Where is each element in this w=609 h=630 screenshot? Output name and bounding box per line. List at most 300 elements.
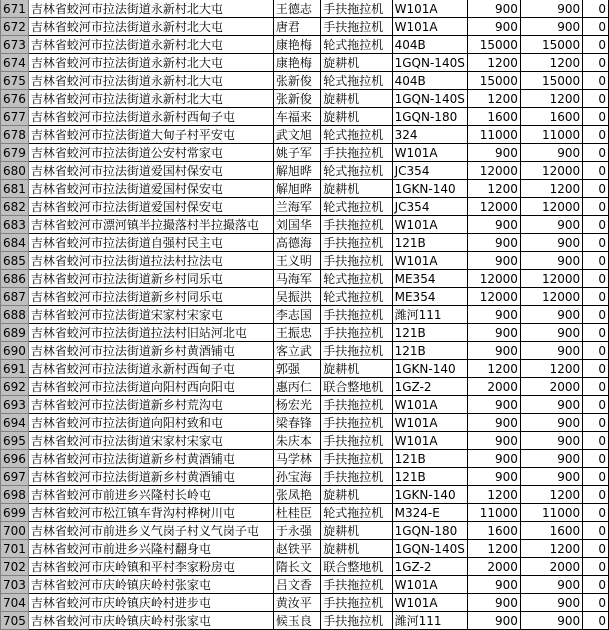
owner-name-cell[interactable]: 武文旭 xyxy=(273,126,320,144)
amount-cell[interactable]: 900 xyxy=(467,252,520,270)
address-cell[interactable]: 吉林省蛟河市拉法街道拉法村拉法屯 xyxy=(28,252,273,270)
table-row xyxy=(1,450,609,468)
model-cell[interactable]: 潍河111 xyxy=(392,612,467,630)
extra-cell[interactable]: 0 xyxy=(583,90,609,108)
amount-cell[interactable]: 1600 xyxy=(467,108,520,126)
row-number-cell[interactable]: 671 xyxy=(1,0,29,18)
machine-type-cell[interactable]: 手扶拖拉机 xyxy=(321,144,392,162)
extra-cell[interactable]: 0 xyxy=(583,414,609,432)
address-cell[interactable]: 吉林省蛟河市拉法街道新乡村黄酒铺屯 xyxy=(28,468,273,486)
model-cell[interactable]: 1GQN-140S xyxy=(392,54,467,72)
extra-cell[interactable]: 0 xyxy=(583,504,609,522)
subsidy-cell[interactable]: 900 xyxy=(520,252,582,270)
model-cell[interactable]: 1GQN-180 xyxy=(392,522,467,540)
owner-name-cell[interactable]: 王德志 xyxy=(273,0,320,18)
row-number-cell[interactable]: 701 xyxy=(1,540,29,558)
row-number-cell[interactable]: 679 xyxy=(1,144,29,162)
model-cell[interactable]: W101A xyxy=(392,216,467,234)
subsidy-cell[interactable]: 11000 xyxy=(520,504,582,522)
machine-type-cell[interactable]: 旋耕机 xyxy=(321,54,392,72)
address-cell[interactable]: 吉林省蛟河市拉法街道新乡村荒沟屯 xyxy=(28,396,273,414)
owner-name-cell[interactable]: 唐君 xyxy=(273,18,320,36)
machine-type-cell[interactable]: 旋耕机 xyxy=(321,360,392,378)
model-cell[interactable]: 324 xyxy=(392,126,467,144)
machine-type-cell[interactable]: 旋耕机 xyxy=(321,90,392,108)
row-number-cell[interactable]: 683 xyxy=(1,216,29,234)
subsidy-cell[interactable]: 1600 xyxy=(520,108,582,126)
address-cell[interactable]: 吉林省蛟河市庆岭镇庆岭村进步屯 xyxy=(28,594,273,612)
model-cell[interactable]: 1GQN-140S xyxy=(392,90,467,108)
subsidy-cell[interactable]: 15000 xyxy=(520,36,582,54)
owner-name-cell[interactable]: 吴振洪 xyxy=(273,288,320,306)
amount-cell[interactable]: 900 xyxy=(467,432,520,450)
amount-cell[interactable]: 12000 xyxy=(467,270,520,288)
amount-cell[interactable]: 11000 xyxy=(467,126,520,144)
extra-cell[interactable]: 0 xyxy=(583,324,609,342)
row-number-cell[interactable]: 674 xyxy=(1,54,29,72)
row-number-cell[interactable]: 698 xyxy=(1,486,29,504)
extra-cell[interactable]: 0 xyxy=(583,216,609,234)
subsidy-cell[interactable]: 900 xyxy=(520,468,582,486)
owner-name-cell[interactable]: 刘国华 xyxy=(273,216,320,234)
row-number-cell[interactable]: 680 xyxy=(1,162,29,180)
subsidy-cell[interactable]: 900 xyxy=(520,0,582,18)
address-cell[interactable]: 吉林省蛟河市拉法街道永新村北大屯 xyxy=(28,18,273,36)
table-row xyxy=(1,54,609,72)
owner-name-cell[interactable]: 朱庆本 xyxy=(273,432,320,450)
machine-type-cell[interactable]: 轮式拖拉机 xyxy=(321,126,392,144)
extra-cell[interactable]: 0 xyxy=(583,36,609,54)
address-cell[interactable]: 吉林省蛟河市拉法街道永新村北大屯 xyxy=(28,36,273,54)
amount-cell[interactable]: 11000 xyxy=(467,504,520,522)
row-number-cell[interactable]: 703 xyxy=(1,576,29,594)
subsidy-cell[interactable]: 900 xyxy=(520,432,582,450)
amount-cell[interactable]: 12000 xyxy=(467,198,520,216)
amount-cell[interactable]: 15000 xyxy=(467,72,520,90)
extra-cell[interactable]: 0 xyxy=(583,180,609,198)
owner-name-cell[interactable]: 赵铁平 xyxy=(273,540,320,558)
amount-cell[interactable]: 900 xyxy=(467,396,520,414)
subsidy-cell[interactable]: 2000 xyxy=(520,378,582,396)
subsidy-cell[interactable]: 900 xyxy=(520,216,582,234)
model-cell[interactable]: W101A xyxy=(392,18,467,36)
extra-cell[interactable]: 0 xyxy=(583,396,609,414)
row-number-cell[interactable]: 695 xyxy=(1,432,29,450)
machine-type-cell[interactable]: 旋耕机 xyxy=(321,108,392,126)
model-cell[interactable]: W101A xyxy=(392,414,467,432)
machine-type-cell[interactable]: 手扶拖拉机 xyxy=(321,306,392,324)
extra-cell[interactable]: 0 xyxy=(583,162,609,180)
owner-name-cell[interactable]: 王振忠 xyxy=(273,324,320,342)
address-cell[interactable]: 吉林省蛟河市拉法街道宋家村宋家屯 xyxy=(28,432,273,450)
extra-cell[interactable]: 0 xyxy=(583,288,609,306)
subsidy-cell[interactable]: 12000 xyxy=(520,270,582,288)
amount-cell[interactable]: 1600 xyxy=(467,522,520,540)
row-number-cell[interactable]: 682 xyxy=(1,198,29,216)
address-cell[interactable]: 吉林省蛟河市松江镇车背沟村桦树川屯 xyxy=(28,504,273,522)
address-cell[interactable]: 吉林省蛟河市拉法街道自强村民主屯 xyxy=(28,234,273,252)
machine-type-cell[interactable]: 旋耕机 xyxy=(321,540,392,558)
model-cell[interactable]: 121B xyxy=(392,342,467,360)
extra-cell[interactable]: 0 xyxy=(583,540,609,558)
table-row xyxy=(1,216,609,234)
row-number-cell[interactable]: 697 xyxy=(1,468,29,486)
machine-type-cell[interactable]: 轮式拖拉机 xyxy=(321,270,392,288)
subsidy-cell[interactable]: 900 xyxy=(520,594,582,612)
subsidy-cell[interactable]: 1200 xyxy=(520,360,582,378)
model-cell[interactable]: W101A xyxy=(392,396,467,414)
owner-name-cell[interactable]: 张新俊 xyxy=(273,72,320,90)
extra-cell[interactable]: 0 xyxy=(583,342,609,360)
subsidy-cell[interactable]: 900 xyxy=(520,324,582,342)
row-number-cell[interactable]: 672 xyxy=(1,18,29,36)
subsidy-cell[interactable]: 2000 xyxy=(520,558,582,576)
address-cell[interactable]: 吉林省蛟河市前进乡义气岗子村义气岗子屯 xyxy=(28,522,273,540)
row-number-cell[interactable]: 704 xyxy=(1,594,29,612)
model-cell[interactable]: W101A xyxy=(392,432,467,450)
owner-name-cell[interactable]: 杜桂臣 xyxy=(273,504,320,522)
model-cell[interactable]: 404B xyxy=(392,36,467,54)
address-cell[interactable]: 吉林省蛟河市拉法街道公安村常家屯 xyxy=(28,144,273,162)
extra-cell[interactable]: 0 xyxy=(583,18,609,36)
address-cell[interactable]: 吉林省蛟河市拉法街道大甸子村平安屯 xyxy=(28,126,273,144)
amount-cell[interactable]: 1200 xyxy=(467,54,520,72)
owner-name-cell[interactable]: 车福来 xyxy=(273,108,320,126)
table-row xyxy=(1,522,609,540)
owner-name-cell[interactable]: 解旭晔 xyxy=(273,162,320,180)
machine-type-cell[interactable]: 手扶拖拉机 xyxy=(321,612,392,630)
owner-name-cell[interactable]: 康艳梅 xyxy=(273,54,320,72)
owner-name-cell[interactable]: 高德海 xyxy=(273,234,320,252)
table-row xyxy=(1,594,609,612)
model-cell[interactable]: 121B xyxy=(392,234,467,252)
row-number-cell[interactable]: 689 xyxy=(1,324,29,342)
extra-cell[interactable]: 0 xyxy=(583,612,609,630)
subsidy-cell[interactable]: 1200 xyxy=(520,486,582,504)
model-cell[interactable]: 1GZ-2 xyxy=(392,558,467,576)
machine-type-cell[interactable]: 手扶拖拉机 xyxy=(321,18,392,36)
address-cell[interactable]: 吉林省蛟河市庆岭镇庆岭村张家屯 xyxy=(28,576,273,594)
owner-name-cell[interactable]: 张凤艳 xyxy=(273,486,320,504)
subsidy-cell[interactable]: 900 xyxy=(520,414,582,432)
owner-name-cell[interactable]: 康艳梅 xyxy=(273,36,320,54)
machine-type-cell[interactable]: 联合整地机 xyxy=(321,378,392,396)
machine-type-cell[interactable]: 轮式拖拉机 xyxy=(321,198,392,216)
amount-cell[interactable]: 900 xyxy=(467,594,520,612)
owner-name-cell[interactable]: 马海军 xyxy=(273,270,320,288)
row-number-cell[interactable]: 685 xyxy=(1,252,29,270)
address-cell[interactable]: 吉林省蛟河市漂河镇半拉撮落村半拉撮落屯 xyxy=(28,216,273,234)
amount-cell[interactable]: 12000 xyxy=(467,288,520,306)
model-cell[interactable]: ME354 xyxy=(392,288,467,306)
machine-type-cell[interactable]: 手扶拖拉机 xyxy=(321,396,392,414)
model-cell[interactable]: 1GQN-140S xyxy=(392,540,467,558)
machine-type-cell[interactable]: 轮式拖拉机 xyxy=(321,162,392,180)
extra-cell[interactable]: 0 xyxy=(583,126,609,144)
model-cell[interactable]: 潍河111 xyxy=(392,306,467,324)
address-cell[interactable]: 吉林省蛟河市拉法街道新乡村同乐屯 xyxy=(28,288,273,306)
address-cell[interactable]: 吉林省蛟河市拉法街道向阳村西向阳屯 xyxy=(28,378,273,396)
model-cell[interactable]: 1GQN-180 xyxy=(392,108,467,126)
model-cell[interactable]: 121B xyxy=(392,468,467,486)
table-row xyxy=(1,198,609,216)
machine-type-cell[interactable]: 手扶拖拉机 xyxy=(321,594,392,612)
subsidy-cell[interactable]: 12000 xyxy=(520,162,582,180)
address-cell[interactable]: 吉林省蛟河市拉法街道新乡村同乐屯 xyxy=(28,270,273,288)
row-number-cell[interactable]: 673 xyxy=(1,36,29,54)
model-cell[interactable]: W101A xyxy=(392,144,467,162)
extra-cell[interactable]: 0 xyxy=(583,198,609,216)
machine-type-cell[interactable]: 手扶拖拉机 xyxy=(321,324,392,342)
subsidy-cell[interactable]: 12000 xyxy=(520,198,582,216)
extra-cell[interactable]: 0 xyxy=(583,450,609,468)
extra-cell[interactable]: 0 xyxy=(583,54,609,72)
subsidy-cell[interactable]: 1600 xyxy=(520,522,582,540)
subsidy-cell[interactable]: 900 xyxy=(520,18,582,36)
owner-name-cell[interactable]: 于永强 xyxy=(273,522,320,540)
address-cell[interactable]: 吉林省蛟河市拉法街道爱国村保安屯 xyxy=(28,198,273,216)
address-cell[interactable]: 吉林省蛟河市拉法街道爱国村保安屯 xyxy=(28,162,273,180)
model-cell[interactable]: M324-E xyxy=(392,504,467,522)
extra-cell[interactable]: 0 xyxy=(583,468,609,486)
subsidy-cell[interactable]: 15000 xyxy=(520,72,582,90)
machine-type-cell[interactable]: 轮式拖拉机 xyxy=(321,504,392,522)
machine-type-cell[interactable]: 手扶拖拉机 xyxy=(321,216,392,234)
owner-name-cell[interactable]: 候玉良 xyxy=(273,612,320,630)
owner-name-cell[interactable]: 马学林 xyxy=(273,450,320,468)
address-cell[interactable]: 吉林省蛟河市拉法街道拉法村旧站河北屯 xyxy=(28,324,273,342)
subsidy-cell[interactable]: 900 xyxy=(520,396,582,414)
owner-name-cell[interactable]: 梁春锋 xyxy=(273,414,320,432)
table-row xyxy=(1,252,609,270)
subsidy-cell[interactable]: 900 xyxy=(520,144,582,162)
machine-type-cell[interactable]: 手扶拖拉机 xyxy=(321,252,392,270)
address-cell[interactable]: 吉林省蛟河市拉法街道永新村北大屯 xyxy=(28,90,273,108)
model-cell[interactable]: ME354 xyxy=(392,270,467,288)
machine-type-cell[interactable]: 手扶拖拉机 xyxy=(321,576,392,594)
table-row xyxy=(1,36,609,54)
owner-name-cell[interactable]: 吕文香 xyxy=(273,576,320,594)
amount-cell[interactable]: 12000 xyxy=(467,162,520,180)
model-cell[interactable]: JC354 xyxy=(392,198,467,216)
machine-type-cell[interactable]: 手扶拖拉机 xyxy=(321,0,392,18)
amount-cell[interactable]: 2000 xyxy=(467,558,520,576)
row-number-cell[interactable]: 693 xyxy=(1,396,29,414)
table-row xyxy=(1,396,609,414)
subsidy-cell[interactable]: 900 xyxy=(520,306,582,324)
owner-name-cell[interactable]: 隋长文 xyxy=(273,558,320,576)
amount-cell[interactable]: 1200 xyxy=(467,540,520,558)
owner-name-cell[interactable]: 解旭晔 xyxy=(273,180,320,198)
amount-cell[interactable]: 900 xyxy=(467,144,520,162)
extra-cell[interactable]: 0 xyxy=(583,234,609,252)
machine-type-cell[interactable]: 旋耕机 xyxy=(321,180,392,198)
row-number-cell[interactable]: 686 xyxy=(1,270,29,288)
machine-type-cell[interactable]: 轮式拖拉机 xyxy=(321,36,392,54)
owner-name-cell[interactable]: 兰海军 xyxy=(273,198,320,216)
amount-cell[interactable]: 900 xyxy=(467,576,520,594)
subsidy-cell[interactable]: 900 xyxy=(520,450,582,468)
address-cell[interactable]: 吉林省蛟河市拉法街道爱国村保安屯 xyxy=(28,180,273,198)
row-number-cell[interactable]: 675 xyxy=(1,72,29,90)
amount-cell[interactable]: 900 xyxy=(467,234,520,252)
owner-name-cell[interactable]: 杨宏光 xyxy=(273,396,320,414)
owner-name-cell[interactable]: 惠丙仁 xyxy=(273,378,320,396)
table-row xyxy=(1,504,609,522)
row-number-cell[interactable]: 688 xyxy=(1,306,29,324)
amount-cell[interactable]: 900 xyxy=(467,0,520,18)
extra-cell[interactable]: 0 xyxy=(583,522,609,540)
extra-cell[interactable]: 0 xyxy=(583,72,609,90)
address-cell[interactable]: 吉林省蛟河市前进乡兴隆村翻身屯 xyxy=(28,540,273,558)
table-row xyxy=(1,558,609,576)
table-row xyxy=(1,414,609,432)
machine-type-cell[interactable]: 手扶拖拉机 xyxy=(321,468,392,486)
subsidy-cell[interactable]: 1200 xyxy=(520,540,582,558)
table-row xyxy=(1,126,609,144)
address-cell[interactable]: 吉林省蛟河市拉法街道宋家村宋家屯 xyxy=(28,306,273,324)
machine-type-cell[interactable]: 手扶拖拉机 xyxy=(321,432,392,450)
subsidy-cell[interactable]: 900 xyxy=(520,612,582,630)
subsidy-cell[interactable]: 900 xyxy=(520,342,582,360)
amount-cell[interactable]: 900 xyxy=(467,216,520,234)
extra-cell[interactable]: 0 xyxy=(583,432,609,450)
address-cell[interactable]: 吉林省蛟河市拉法街道新乡村黄酒铺屯 xyxy=(28,342,273,360)
machine-type-cell[interactable]: 手扶拖拉机 xyxy=(321,342,392,360)
amount-cell[interactable]: 900 xyxy=(467,306,520,324)
subsidy-cell[interactable]: 11000 xyxy=(520,126,582,144)
address-cell[interactable]: 吉林省蛟河市拉法街道永新村西甸子屯 xyxy=(28,108,273,126)
amount-cell[interactable]: 1200 xyxy=(467,180,520,198)
subsidy-cell[interactable]: 900 xyxy=(520,576,582,594)
model-cell[interactable]: 1GKN-140 xyxy=(392,180,467,198)
table-row xyxy=(1,180,609,198)
address-cell[interactable]: 吉林省蛟河市前进乡兴隆村长岭屯 xyxy=(28,486,273,504)
table-row xyxy=(1,468,609,486)
row-number-cell[interactable]: 677 xyxy=(1,108,29,126)
owner-name-cell[interactable]: 郭强 xyxy=(273,360,320,378)
row-number-cell[interactable]: 687 xyxy=(1,288,29,306)
amount-cell[interactable]: 900 xyxy=(467,414,520,432)
amount-cell[interactable]: 1200 xyxy=(467,486,520,504)
extra-cell[interactable]: 0 xyxy=(583,486,609,504)
address-cell[interactable]: 吉林省蛟河市拉法街道永新村北大屯 xyxy=(28,0,273,18)
machine-type-cell[interactable]: 轮式拖拉机 xyxy=(321,72,392,90)
table-row xyxy=(1,306,609,324)
row-number-cell[interactable]: 696 xyxy=(1,450,29,468)
row-number-cell[interactable]: 692 xyxy=(1,378,29,396)
extra-cell[interactable]: 0 xyxy=(583,378,609,396)
row-number-cell[interactable]: 705 xyxy=(1,612,29,630)
extra-cell[interactable]: 0 xyxy=(583,144,609,162)
address-cell[interactable]: 吉林省蛟河市庆岭镇和平村李家粉房屯 xyxy=(28,558,273,576)
extra-cell[interactable]: 0 xyxy=(583,252,609,270)
amount-cell[interactable]: 900 xyxy=(467,450,520,468)
amount-cell[interactable]: 900 xyxy=(467,324,520,342)
table-row xyxy=(1,144,609,162)
row-number-cell[interactable]: 676 xyxy=(1,90,29,108)
amount-cell[interactable]: 900 xyxy=(467,468,520,486)
table-body xyxy=(1,0,609,630)
subsidy-cell[interactable]: 900 xyxy=(520,234,582,252)
extra-cell[interactable]: 0 xyxy=(583,576,609,594)
machine-type-cell[interactable]: 旋耕机 xyxy=(321,486,392,504)
row-number-cell[interactable]: 678 xyxy=(1,126,29,144)
row-number-cell[interactable]: 684 xyxy=(1,234,29,252)
row-number-cell[interactable]: 700 xyxy=(1,522,29,540)
address-cell[interactable]: 吉林省蛟河市庆岭镇庆岭村张家屯 xyxy=(28,612,273,630)
owner-name-cell[interactable]: 孙宝海 xyxy=(273,468,320,486)
model-cell[interactable]: 1GZ-2 xyxy=(392,378,467,396)
owner-name-cell[interactable]: 李志国 xyxy=(273,306,320,324)
model-cell[interactable]: W101A xyxy=(392,252,467,270)
amount-cell[interactable]: 900 xyxy=(467,18,520,36)
machine-type-cell[interactable]: 联合整地机 xyxy=(321,558,392,576)
address-cell[interactable]: 吉林省蛟河市拉法街道向阳村致和屯 xyxy=(28,414,273,432)
subsidy-cell[interactable]: 1200 xyxy=(520,54,582,72)
amount-cell[interactable]: 900 xyxy=(467,612,520,630)
table-row xyxy=(1,360,609,378)
extra-cell[interactable]: 0 xyxy=(583,0,609,18)
extra-cell[interactable]: 0 xyxy=(583,306,609,324)
subsidy-cell[interactable]: 1200 xyxy=(520,180,582,198)
owner-name-cell[interactable]: 姚子军 xyxy=(273,144,320,162)
subsidy-cell[interactable]: 1200 xyxy=(520,90,582,108)
row-number-cell[interactable]: 681 xyxy=(1,180,29,198)
machine-type-cell[interactable]: 手扶拖拉机 xyxy=(321,414,392,432)
subsidy-cell[interactable]: 12000 xyxy=(520,288,582,306)
model-cell[interactable]: 404B xyxy=(392,72,467,90)
machine-type-cell[interactable]: 轮式拖拉机 xyxy=(321,288,392,306)
machine-type-cell[interactable]: 手扶拖拉机 xyxy=(321,234,392,252)
owner-name-cell[interactable]: 黄汝平 xyxy=(273,594,320,612)
extra-cell[interactable]: 0 xyxy=(583,558,609,576)
model-cell[interactable]: W101A xyxy=(392,576,467,594)
row-number-cell[interactable]: 702 xyxy=(1,558,29,576)
amount-cell[interactable]: 1200 xyxy=(467,360,520,378)
owner-name-cell[interactable]: 张新俊 xyxy=(273,90,320,108)
amount-cell[interactable]: 1200 xyxy=(467,90,520,108)
extra-cell[interactable]: 0 xyxy=(583,108,609,126)
address-cell[interactable]: 吉林省蛟河市拉法街道永新村西甸子屯 xyxy=(28,360,273,378)
model-cell[interactable]: 121B xyxy=(392,324,467,342)
model-cell[interactable]: 1GKN-140 xyxy=(392,360,467,378)
model-cell[interactable]: W101A xyxy=(392,594,467,612)
amount-cell[interactable]: 2000 xyxy=(467,378,520,396)
machine-type-cell[interactable]: 手扶拖拉机 xyxy=(321,450,392,468)
extra-cell[interactable]: 0 xyxy=(583,594,609,612)
table-row xyxy=(1,270,609,288)
owner-name-cell[interactable]: 王义明 xyxy=(273,252,320,270)
model-cell[interactable]: 1GKN-140 xyxy=(392,486,467,504)
address-cell[interactable]: 吉林省蛟河市拉法街道永新村北大屯 xyxy=(28,72,273,90)
row-number-cell[interactable]: 690 xyxy=(1,342,29,360)
model-cell[interactable]: W101A xyxy=(392,0,467,18)
row-number-cell[interactable]: 699 xyxy=(1,504,29,522)
row-number-cell[interactable]: 694 xyxy=(1,414,29,432)
row-number-cell[interactable]: 691 xyxy=(1,360,29,378)
amount-cell[interactable]: 15000 xyxy=(467,36,520,54)
address-cell[interactable]: 吉林省蛟河市拉法街道永新村北大屯 xyxy=(28,54,273,72)
owner-name-cell[interactable]: 客立武 xyxy=(273,342,320,360)
model-cell[interactable]: 121B xyxy=(392,450,467,468)
model-cell[interactable]: JC354 xyxy=(392,162,467,180)
extra-cell[interactable]: 0 xyxy=(583,270,609,288)
machine-type-cell[interactable]: 旋耕机 xyxy=(321,522,392,540)
amount-cell[interactable]: 900 xyxy=(467,342,520,360)
extra-cell[interactable]: 0 xyxy=(583,360,609,378)
address-cell[interactable]: 吉林省蛟河市拉法街道新乡村黄酒铺屯 xyxy=(28,450,273,468)
